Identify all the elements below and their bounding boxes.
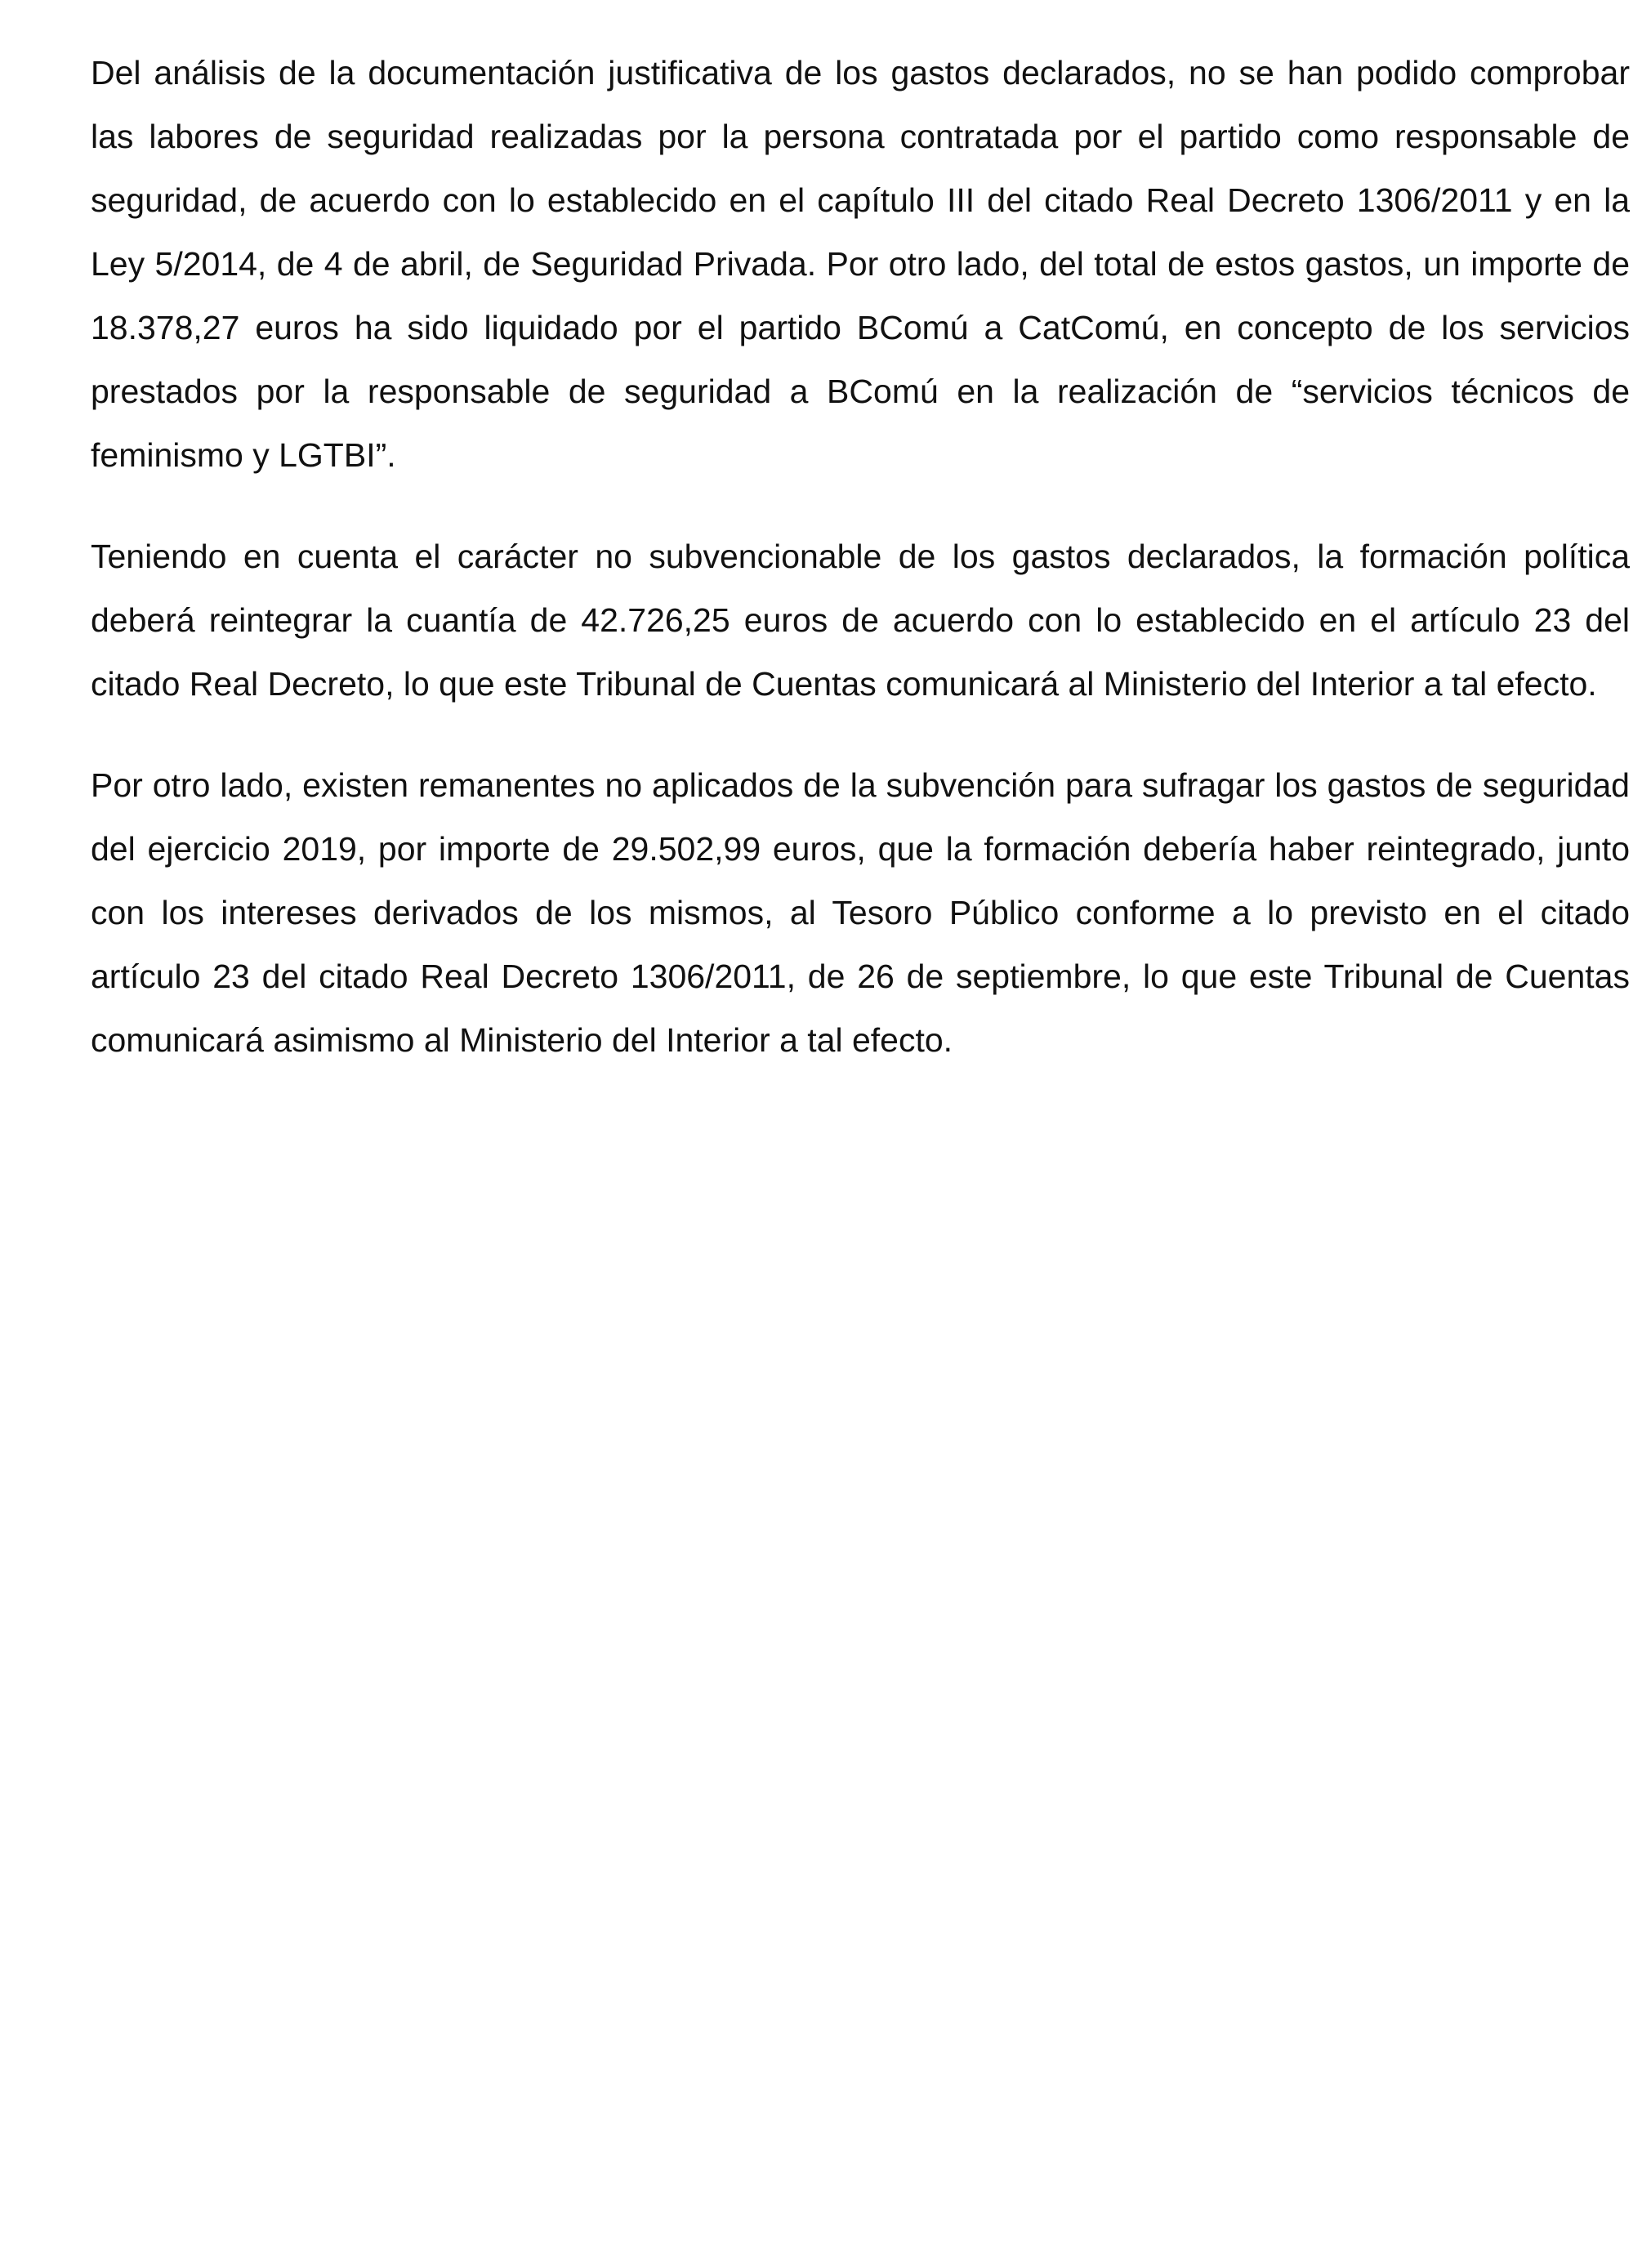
- document-body: [91, 41, 1630, 1109]
- paragraph-remanentes: Por otro lado, existen remanentes no aplicados de la subvención para sufragar los gastos de seguridad del ejercicio 2019, por importe de 29.502,99 euros, que la formación debería haber reintegrado, junto con los intereses derivados de los mismos, al Tesoro Público conforme a lo previsto en el citado artículo 23 del citado Real Decreto 1306/2011, de 26 de septiembre, lo que este Tribunal de Cuentas comunicará asimismo al Ministerio del Interior a tal efecto.: [91, 766, 1630, 1059]
- paragraph-reintegro: Teniendo en cuenta el carácter no subvencionable de los gastos declarados, la formación política deberá reintegrar la cuantía de 42.726,25 euros de acuerdo con lo establecido en el artículo 23 del citado Real Decreto, lo que este Tribunal de Cuentas comunicará al Ministerio del Interior a tal efecto.: [91, 538, 1630, 703]
- paragraph-gastos-seguridad: Del análisis de la documentación justificativa de los gastos declarados, no se han podido comprobar las labores de seguridad realizadas por la persona contratada por el partido como responsable de seguridad, de acuerdo con lo establecido en el capítulo III del citado Real Decreto 1306/2011 y en la Ley 5/2014, de 4 de abril, de Seguridad Privada. Por otro lado, del total de estos gastos, un importe de 18.378,27 euros ha sido liquidado por el partido BComú a CatComú, en concepto de los servicios prestados por la responsable de seguridad a BComú en la realización de “servicios técnicos de feminismo y LGTBI”.: [91, 54, 1630, 474]
